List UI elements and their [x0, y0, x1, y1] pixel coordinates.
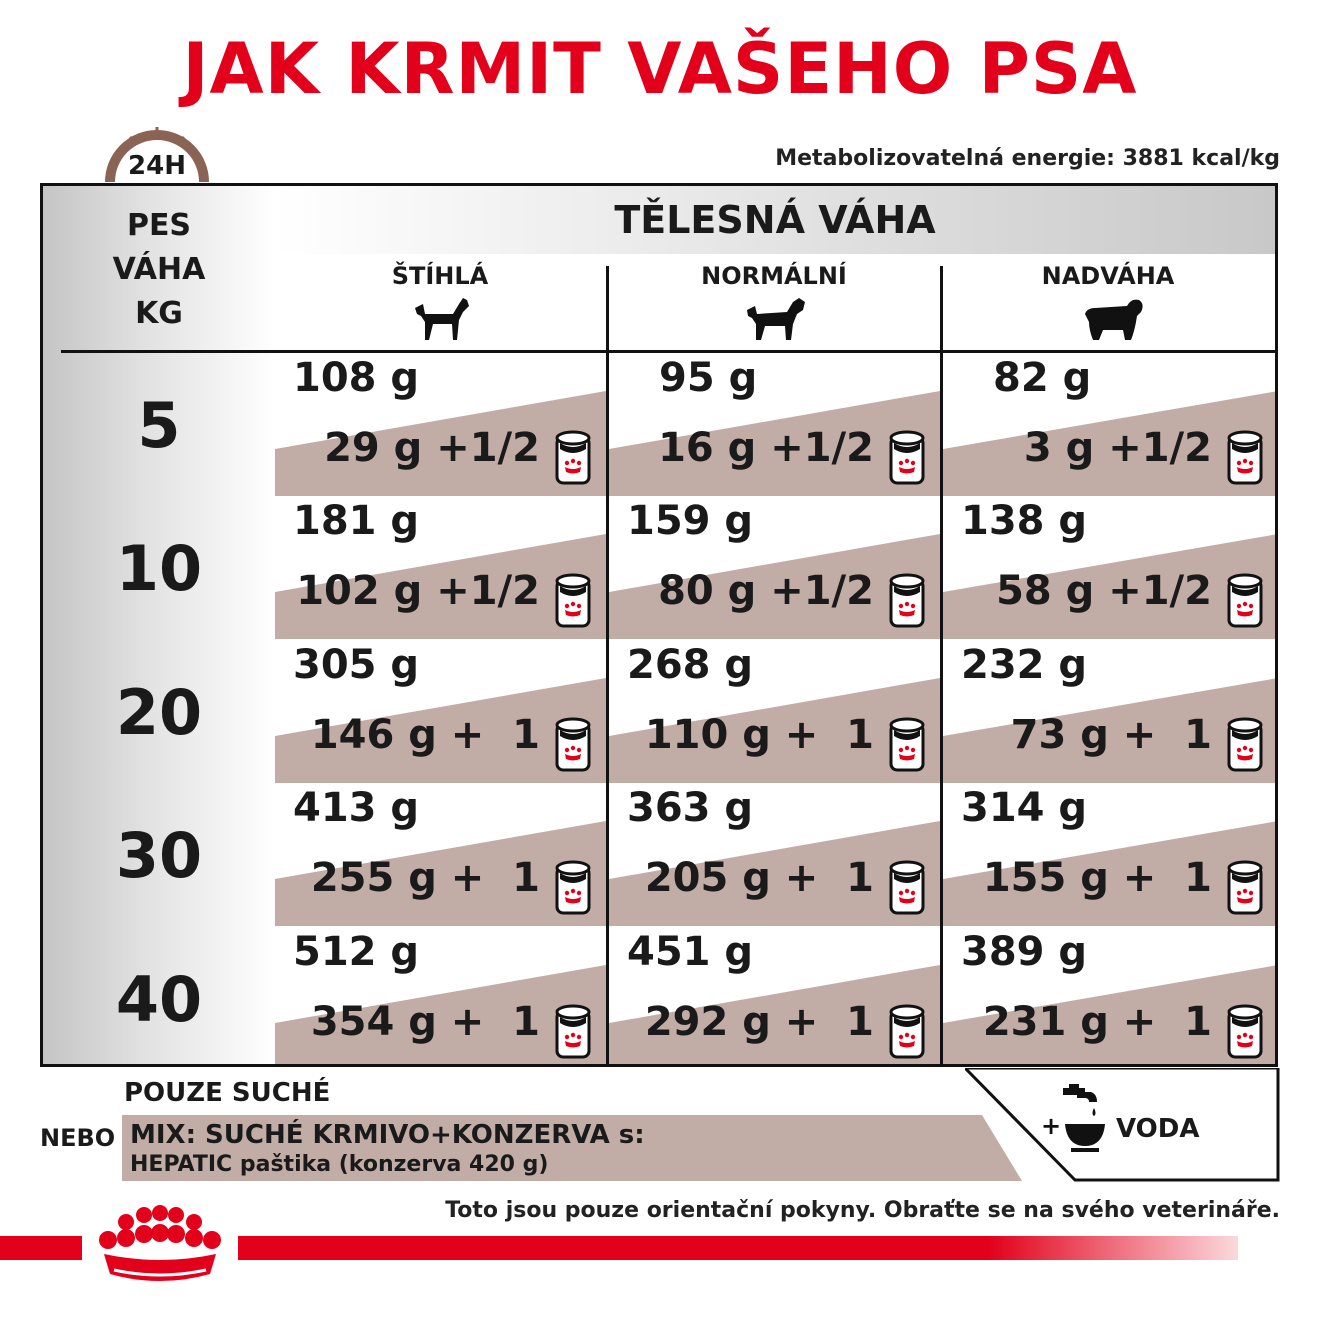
- brand-line-left: [0, 1236, 82, 1260]
- legend-mix-line-1: MIX: SUCHÉ KRMIVO+KONZERVA s:: [130, 1120, 645, 1150]
- mix-amount: 29 g +1/2: [324, 425, 540, 471]
- mix-amount: 205 g + 1: [644, 855, 874, 902]
- dry-only-amount: 314 g: [961, 785, 1088, 832]
- legend-mix-line-2: HEPATIC paštika (konzerva 420 g): [130, 1152, 549, 1177]
- pes-weight: 30: [115, 819, 203, 893]
- pes-weight: 20: [115, 675, 203, 749]
- column-header-slim: ŠTÍHLÁ: [391, 262, 489, 290]
- mix-amount: 155 g + 1: [982, 855, 1212, 902]
- wet-food-can-icon: [554, 429, 592, 487]
- left-header-line-1: PES: [126, 208, 192, 243]
- wet-food-can-icon: [1226, 429, 1264, 487]
- mix-amount: 102 g +1/2: [296, 568, 540, 615]
- legend-dry-only: POUZE SUCHÉ: [124, 1078, 331, 1108]
- mix-amount: 292 g + 1: [644, 998, 874, 1045]
- left-header-line-2: VÁHA: [112, 252, 206, 287]
- wet-food-can-icon: [554, 859, 592, 917]
- pes-weight: 10: [115, 532, 203, 606]
- wet-food-can-icon: [554, 572, 592, 630]
- dry-only-amount: 363 g: [627, 785, 754, 832]
- clock-label: 24H: [128, 151, 186, 181]
- water-label: VODA: [1116, 1114, 1200, 1144]
- pes-weight: 5: [137, 389, 181, 462]
- dry-only-amount: 451 g: [627, 928, 754, 975]
- table-body: [43, 186, 1275, 1064]
- mix-amount: 80 g +1/2: [658, 568, 874, 615]
- dry-only-amount: 181 g: [293, 498, 420, 545]
- wet-food-can-icon: [888, 429, 926, 487]
- dry-only-amount: 159 g: [627, 498, 754, 545]
- dry-only-amount: 305 g: [293, 641, 420, 688]
- mix-amount: 146 g + 1: [310, 711, 540, 758]
- disclaimer: Toto jsou pouze orientační pokyny. Obraťte se na svého veterináře.: [445, 1198, 1280, 1223]
- wet-food-can-icon: [1226, 1003, 1264, 1061]
- dry-only-amount: 232 g: [961, 641, 1088, 688]
- mix-amount: 16 g +1/2: [658, 425, 874, 471]
- mix-amount: 73 g + 1: [1010, 711, 1212, 758]
- left-header-line-3: KG: [135, 296, 183, 331]
- wet-food-can-icon: [888, 572, 926, 630]
- wet-food-can-icon: [888, 859, 926, 917]
- wet-food-can-icon: [888, 1003, 926, 1061]
- dry-only-amount: 138 g: [961, 498, 1088, 545]
- energy-info: Metabolizovatelná energie: 3881 kcal/kg: [775, 146, 1280, 171]
- dry-only-amount: 95 g: [659, 355, 758, 401]
- brand-line-right: [238, 1236, 1238, 1260]
- column-header-normal: NORMÁLNÍ: [701, 262, 847, 290]
- wet-food-can-icon: [554, 1003, 592, 1061]
- feeding-table: [40, 183, 1278, 1067]
- wet-food-can-icon: [554, 716, 592, 774]
- mix-amount: 354 g + 1: [310, 998, 540, 1045]
- wet-food-can-icon: [1226, 859, 1264, 917]
- dry-only-amount: 268 g: [627, 641, 754, 688]
- wet-food-can-icon: [888, 716, 926, 774]
- mix-amount: 110 g + 1: [644, 711, 874, 758]
- wet-food-can-icon: [1226, 716, 1264, 774]
- mix-amount: 255 g + 1: [310, 855, 540, 902]
- dry-only-amount: 108 g: [293, 355, 420, 401]
- weight-header: TĚLESNÁ VÁHA: [614, 198, 936, 242]
- dry-only-amount: 413 g: [293, 785, 420, 832]
- legend-or: NEBO: [40, 1124, 116, 1152]
- water-tap-bowl-icon: [1063, 1084, 1105, 1152]
- column-header-overweight: NADVÁHA: [1041, 262, 1175, 290]
- dry-only-amount: 82 g: [993, 355, 1092, 401]
- mix-amount: 3 g +1/2: [1023, 425, 1212, 471]
- clock-24h-icon: [104, 112, 210, 186]
- page-title: JAK KRMIT VAŠEHO PSA: [182, 28, 1138, 110]
- dry-only-amount: 389 g: [961, 928, 1088, 975]
- royal-canin-crown-logo: [92, 1204, 228, 1288]
- wet-food-can-icon: [1226, 572, 1264, 630]
- pes-weight: 40: [115, 962, 203, 1036]
- mix-amount: 231 g + 1: [982, 998, 1212, 1045]
- dry-only-amount: 512 g: [293, 928, 420, 975]
- mix-amount: 58 g +1/2: [996, 568, 1212, 615]
- water-plus: +: [1041, 1112, 1062, 1140]
